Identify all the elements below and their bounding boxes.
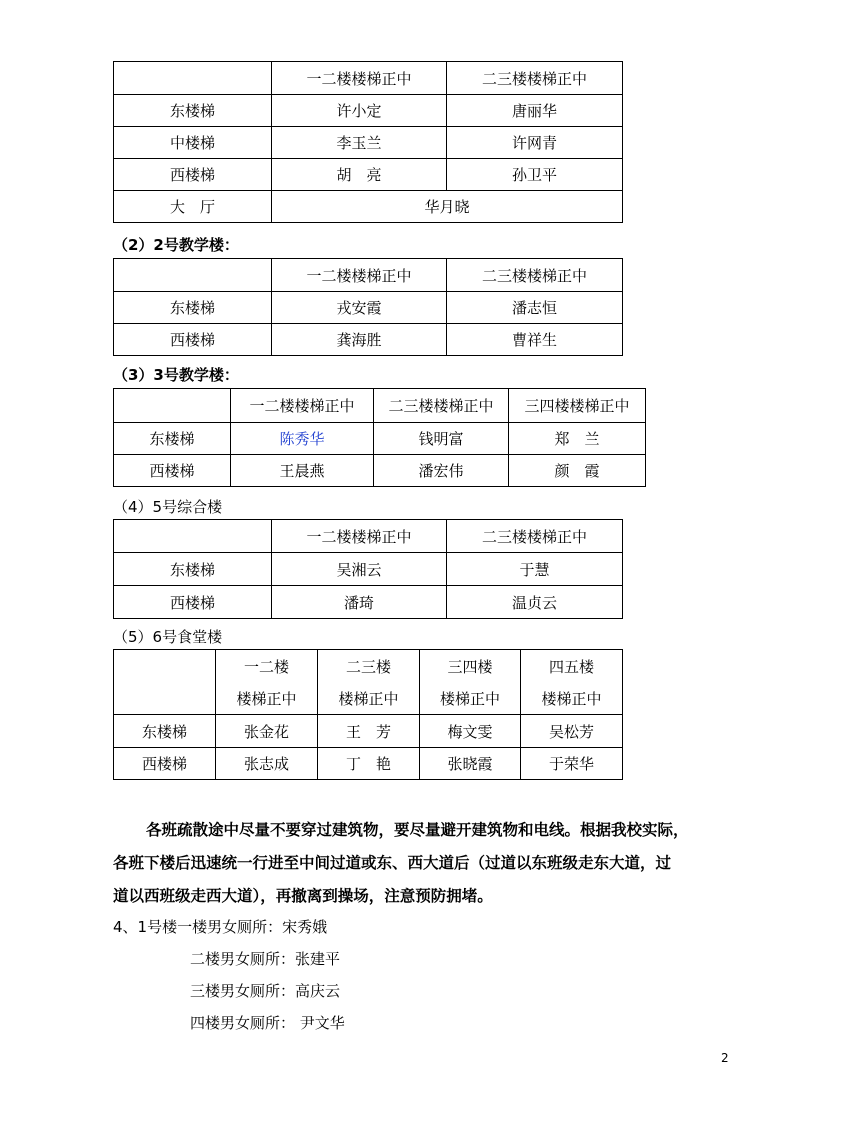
- table-cell: 中楼梯: [114, 127, 272, 159]
- table-header-row: [114, 389, 646, 423]
- table-cell: 二三楼: [318, 650, 420, 683]
- table-cell: 吴湘云: [272, 553, 447, 586]
- table-cell: [114, 259, 272, 292]
- page-number: 2: [721, 1051, 729, 1065]
- table-cell: 颜 霞: [509, 455, 646, 487]
- table-row: [114, 455, 646, 487]
- table-cell: 龚海胜: [272, 324, 447, 356]
- table-row: [114, 127, 623, 159]
- table-cell: 潘志恒: [447, 292, 623, 324]
- table-cell: 楼梯正中: [216, 683, 318, 715]
- table-cell: 吴松芳: [521, 715, 623, 748]
- table-cell: 一二楼: [216, 650, 318, 683]
- table-cell: 温贞云: [447, 586, 623, 619]
- table-building-5: [113, 519, 623, 619]
- table-cell: 唐丽华: [447, 95, 623, 127]
- section-heading-building-5: （4）5号综合楼: [113, 498, 223, 516]
- table-building-3: [113, 388, 646, 487]
- table-row: [114, 748, 623, 780]
- table-cell: 许小定: [272, 95, 447, 127]
- toilet-assignment-item: 二楼男女厕所：张建平: [190, 950, 341, 968]
- table-cell: 梅文雯: [420, 715, 521, 748]
- table-cell: 三四楼楼梯正中: [509, 389, 646, 423]
- table-row-hall: [114, 191, 623, 223]
- section-heading-building-6: （5）6号食堂楼: [113, 628, 223, 646]
- table-header-row: [114, 650, 623, 683]
- table-cell: 三四楼: [420, 650, 521, 683]
- table-cell: 潘琦: [272, 586, 447, 619]
- table-cell: 于慧: [447, 553, 623, 586]
- table-cell: 一二楼楼梯正中: [272, 62, 447, 95]
- table-cell: 潘宏伟: [374, 455, 509, 487]
- table-cell: 东楼梯: [114, 423, 231, 455]
- table-building-1: [113, 61, 623, 223]
- table-cell: 四五楼: [521, 650, 623, 683]
- table-cell: 二三楼楼梯正中: [447, 520, 623, 553]
- table-cell: 张志成: [216, 748, 318, 780]
- table-cell: 孙卫平: [447, 159, 623, 191]
- table-cell: 东楼梯: [114, 715, 216, 748]
- table-cell: 西楼梯: [114, 324, 272, 356]
- table-cell-empty: [114, 650, 216, 715]
- table-row: [114, 159, 623, 191]
- table-cell: 东楼梯: [114, 292, 272, 324]
- table-row: [114, 95, 623, 127]
- table-cell: 楼梯正中: [318, 683, 420, 715]
- table-cell: 一二楼楼梯正中: [272, 259, 447, 292]
- table-cell: 二三楼楼梯正中: [447, 259, 623, 292]
- table-cell-highlighted: 陈秀华: [231, 423, 374, 455]
- table-cell: 胡 亮: [272, 159, 447, 191]
- table-cell: 戎安霞: [272, 292, 447, 324]
- section-heading-building-2: （2）2号教学楼：: [113, 236, 239, 254]
- table-cell: [114, 520, 272, 553]
- table-cell: 钱明富: [374, 423, 509, 455]
- evacuation-paragraph-line-2: 各班下楼后迅速统一行进至中间过道或东、西大道后（过道以东班级走东大道，过: [113, 854, 672, 872]
- toilet-assignment-item: 三楼男女厕所：高庆云: [190, 982, 341, 1000]
- table-cell: 东楼梯: [114, 95, 272, 127]
- table-cell: 西楼梯: [114, 455, 231, 487]
- table-cell: 东楼梯: [114, 553, 272, 586]
- table-cell: 华月晓: [272, 191, 623, 223]
- table-cell: 一二楼楼梯正中: [231, 389, 374, 423]
- section-heading-building-3: （3）3号教学楼：: [113, 366, 239, 384]
- table-row: [114, 715, 623, 748]
- table-cell: 大 厅: [114, 191, 272, 223]
- table-row: [114, 423, 646, 455]
- table-cell: 许网青: [447, 127, 623, 159]
- table-cell: [114, 62, 272, 95]
- table-cell: 楼梯正中: [521, 683, 623, 715]
- table-building-6: [113, 649, 623, 780]
- table-cell: 张晓霞: [420, 748, 521, 780]
- table-cell: [114, 389, 231, 423]
- table-header-row: [114, 62, 623, 95]
- table-cell: 二三楼楼梯正中: [374, 389, 509, 423]
- table-cell: 王 芳: [318, 715, 420, 748]
- table-cell: 王晨燕: [231, 455, 374, 487]
- table-cell: 郑 兰: [509, 423, 646, 455]
- table-header-row: [114, 520, 623, 553]
- table-cell: 二三楼楼梯正中: [447, 62, 623, 95]
- table-cell: 楼梯正中: [420, 683, 521, 715]
- table-row: [114, 324, 623, 356]
- table-cell: 张金花: [216, 715, 318, 748]
- table-row: [114, 292, 623, 324]
- table-cell: 一二楼楼梯正中: [272, 520, 447, 553]
- table-cell: 西楼梯: [114, 586, 272, 619]
- table-cell: 丁 艳: [318, 748, 420, 780]
- table-row: [114, 586, 623, 619]
- evacuation-paragraph-line-1: 各班疏散途中尽量不要穿过建筑物，要尽量避开建筑物和电线。根据我校实际，: [146, 821, 689, 839]
- table-cell: 西楼梯: [114, 159, 272, 191]
- table-cell: 曹祥生: [447, 324, 623, 356]
- table-cell: 于荣华: [521, 748, 623, 780]
- toilet-assignment-item: 四楼男女厕所： 尹文华: [190, 1014, 345, 1032]
- table-cell: 李玉兰: [272, 127, 447, 159]
- table-cell: 西楼梯: [114, 748, 216, 780]
- table-building-2: [113, 258, 623, 356]
- evacuation-paragraph-line-3: 道以西班级走西大道），再撤离到操场，注意预防拥堵。: [113, 887, 493, 905]
- table-row: [114, 553, 623, 586]
- toilet-assignment-item: 4、1号楼一楼男女厕所：宋秀娥: [113, 918, 328, 936]
- table-header-row: [114, 259, 623, 292]
